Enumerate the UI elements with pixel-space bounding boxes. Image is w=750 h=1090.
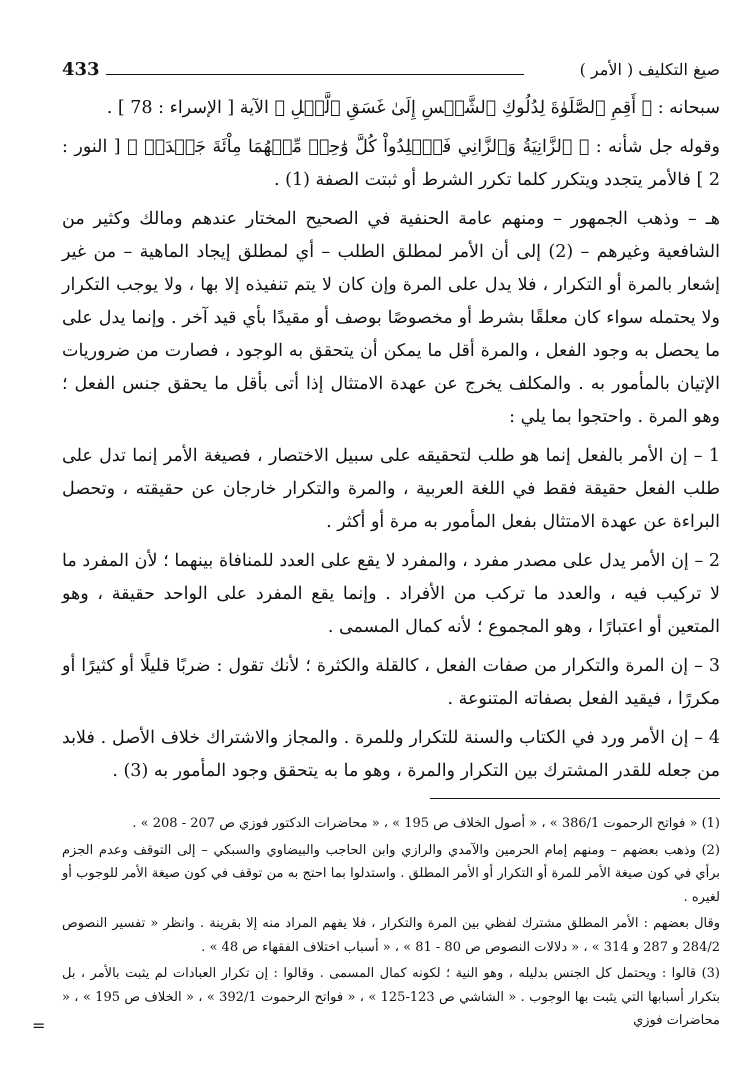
footnote-separator (430, 798, 720, 799)
page-number: 433 (62, 59, 100, 80)
header-rule (106, 74, 524, 75)
footnote: (3) قالوا : ويحتمل كل الجنس بدليله ، وهو النية ؛ لكونه كمال المسمى . وقالوا : إن تكرار العبادات لم يثبت بالأمر ، بل بتكرار أسبابها التي يثبت بها الوجوب . « الشاشي ص 123-125 » ، « فواتح الرحموت 392/1 » ، « الخلاف ص 195 » ، « محاضرات فوزي (62, 966, 721, 1028)
footnote: وقال بعضهم : الأمر المطلق مشترك لفظي بين المرة والتكرار ، فلا يفهم المراد منه إلا بقرينة . وانظر « تفسير النصوص 284/2 و 287 و 314 » ، « دلالات النصوص ص 80 - 81 » ، « أسباب اختلاف الفقهاء ص 48 » . (62, 916, 720, 955)
paragraph: 3 – إن المرة والتكرار من صفات الفعل ، كالقلة والكثرة ؛ لأنك تقول : ضربًا قليلًا أو كثيرًا أو مكررًا ، فيقيد الفعل بصفاته المتنوعة . (62, 656, 720, 709)
paragraph: سبحانه : ﴿ أَقِمِ ٱلصَّلَوٰةَ لِدُلُوكِ ٱلشَّمۡسِ إِلَىٰ غَسَقِ ٱلَّيۡلِ ﴾ الآية [ الإسراء : 78 ] . (106, 98, 720, 118)
main-text (62, 92, 720, 788)
continuation-mark: = (32, 1016, 46, 1035)
footnotes (32, 812, 721, 1036)
paragraph: وقوله جل شأنه : ﴿ ٱلزَّانِيَةُ وَٱلزَّانِي فَٱجۡلِدُواْ كُلَّ وَٰحِدٖ مِّنۡهُمَا مِاْئَةَ جَلۡدَةٖ ﴾ [ النور : 2 ] فالأمر يتجدد ويتكرر كلما تكرر الشرط أو ثبتت الصفة (1) . (62, 137, 720, 190)
paragraph: هـ – وذهب الجمهور – ومنهم عامة الحنفية في الصحيح المختار عندهم ومالك وكثير من الشافعية وغيرهم – (2) إلى أن الأمر لمطلق الطلب – أي لمطلق إيجاد الماهية – من غير إشعار بالمرة أو التكرار ، فلا يدل على المرة وإن كان لا يتم تنفيذه إلا بها ، ولا يوجب التكرار ولا يحتمله سواء كان معلقًا بشرط أو مخصوصًا بوصف أو مقيدًا بأي قيد آخر . وإنما يدل على ما يحصل به وجود الفعل ، والمرة أقل ما يمكن أن يتحقق به الوجود ، فصارت من ضروريات الإتيان بالمأمور به . والمكلف يخرج عن عهدة الامتثال إذا أتى بأقل ما يحقق جنس الفعل ؛ وهو المرة . واحتجوا بما يلي : (62, 209, 720, 427)
book-page (32, 52, 721, 1070)
paragraph: 1 – إن الأمر بالفعل إنما هو طلب لتحقيقه على سبيل الاختصار ، فصيغة الأمر إنما تدل على طلب الفعل حقيقة فقط في اللغة العربية ، والمرة والتكرار خارجان عن حقيقته ، وتحصل البراءة عن عهدة الامتثال بفعل المأمور به مرة أو أكثر . (62, 446, 720, 532)
footnote: (2) وذهب بعضهم – ومنهم إمام الحرمين والآمدي والرازي وابن الحاجب والبيضاوي والسبكي – إلى التوقف وعدم الجزم برأي في كون صيغة الأمر للمرة أو التكرار أو الأمر المطلق . واستدلوا بما احتج به من توقف في كون صيغة الأمر للوجوب أو لغيره . (62, 842, 720, 905)
paragraph: 2 – إن الأمر يدل على مصدر مفرد ، والمفرد لا يقع على العدد للمنافاة بينهما ؛ لأن المفرد ما لا تركيب فيه ، والعدد ما تركب من الأفراد . وإنما يقع المفرد على الواحد حقيقة ، وهو المتعين أو اعتبارًا ، وهو المجموع ؛ لأنه كمال المسمى . (62, 551, 720, 637)
paragraph: 4 – إن الأمر ورد في الكتاب والسنة للتكرار وللمرة . والمجاز والاشتراك خلاف الأصل . فلابد من جعله للقدر المشترك بين التكرار والمرة ، وهو ما به يتحقق وجود المأمور به (3) . (62, 728, 720, 781)
running-header (62, 58, 720, 84)
chapter-title: صيغ التكليف ( الأمر ) (579, 60, 720, 79)
footnote: (1) « فواتح الرحموت 386/1 » ، « أصول الخلاف ص 195 » ، « محاضرات الدكتور فوزي ص 207 - 208 » . (132, 816, 720, 831)
